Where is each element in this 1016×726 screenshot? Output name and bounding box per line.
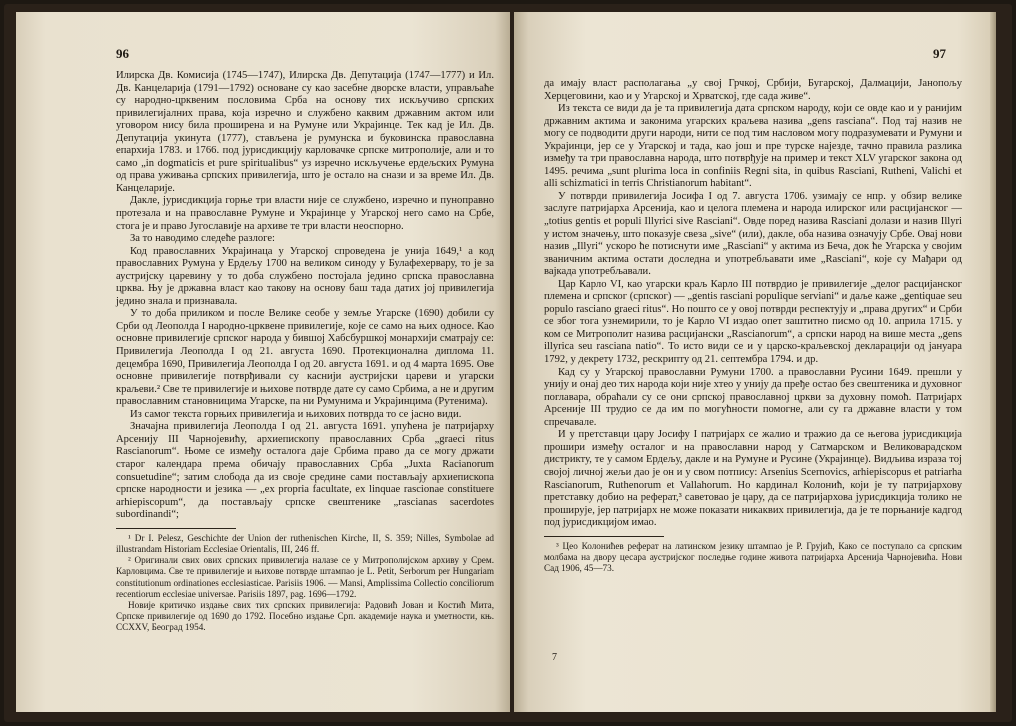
footnotes-right bbox=[544, 541, 962, 575]
paragraph: За то наводимо следеће разлоге: bbox=[130, 233, 276, 245]
paragraph: Значајна привилегија Леополда I од 21. августа 1691. упућена је патријарху Арсенију III Чарнојевићу, архиепископу православних Срба „graeci ritus Rascianorum“. Њоме се између осталога даје Србима право да се могу држати старог календара према обичају православних Срба „Juxta Racianorum consuetudine“; затим слобода да из своје средине сами постављају архиепископа српске народности и језика — „ex propria facultate, ex linquae rascionae constituere arhiepiscopum“, да постављају српске свештенике „rascianas sacerdotes subordinandi“; bbox=[116, 421, 494, 521]
right-page bbox=[514, 12, 996, 712]
paragraph: Код православних Украјинаца у Угарској спроведена је унија 1649,¹ а код православних Румуна у Ердељу 1700 на великом синоду у Булафехервару, то је за аустријску царевину у то доба службено постојала једино српска православна црква. Њу је државна власт као такову на основу баш тада датих јој привилегија једино знала и признавала. bbox=[116, 245, 494, 307]
footnote: ³ Цео Колонићев реферат на латинском језику штампао је Р. Грујић, Како се поступало са српским молбама на двору цесара аустријског последње године живота патријарха Арсенија Чарнојевића. Нови Сад 1906, 45—73. bbox=[544, 540, 962, 574]
footnote-divider bbox=[544, 536, 664, 537]
page-number-left: 96 bbox=[116, 46, 129, 61]
paragraph: Из самог текста горњих привилегија и њихових потврда то се јасно види. bbox=[130, 408, 462, 420]
page-number-right: 97 bbox=[933, 46, 946, 61]
paragraph: У потврди привилегија Јосифа I од 7. августа 1706. узимају се нпр. у обзир велике заслуге патријарха Арсенија, као и целога племена и народа илирског или расцијанског — „totius gentis et populi Illyrici sive Rasciani“. Овде поред назива Rasciani долази и назив Illyri у истом значењу, што показује свеза „sive“ (или), дакле, оба назива означују Србе. Овај нови назив „Illyri“ ускоро ће потиснути име „Rasciani“ у актима из Беча, док ће Угарска у својим званичним актима остати доследна и употребљавати име „Rasciani“, које су Мађари од вајкада употребљавали. bbox=[544, 190, 962, 278]
paragraph: И у претставци цару Јосифу I патријарх се жалио и тражио да се његова јурисдикција прошири између осталог и на православни народ у Сатмарском и Великоварадском дистрикту, те у самом Ердељу, дакле и на Румуне и Русине (Украјинце). Видљива израза тој својој личној жељи дао је он и у свом потпису: Arsenius Sсernovics, arhiepiscopus et patriarha Rascianorum, Ruthenorum et Vallahorum. Но кардинал Колонић, који је ту патријархову претставку добио на реферат,³ саветовао је цару, да се патријархова јурисдикција толико не проширује, јер патријарх не може показати никаквих привилегија, да је те порњаније кадгод под јурисдикцијом имао. bbox=[544, 429, 962, 529]
right-page-body bbox=[544, 78, 962, 574]
paragraph: Цар Карло VI, као угарски краљ Карло III потврдио је привилегије „делог расцијанског племена и српског (српског) — „gentis rasciani populique serviani“ и даље каже „gentiquae seu populo rasciano graeci ritus“. Но пошто се у овој потврди респектују и „права других“ и Срби се због тога узнемирили, то је Карло VI издао опет заштитно писмо од 10. априла 1715. у ком се Митрополит назива расцијански „Rascianorum“, а српски народ на више места „gens illyrica seu rasciana natio“. То исто види се и у царско-краљевској декларацији од јануара 1792, у декрету 1732, рескрипту од 21. септембра 1794. и др. bbox=[544, 278, 962, 366]
paragraph: Из текста се види да је та привилегија дата српском народу, који се овде као и у ранијим државним актима и законима угарских краљева назива „gens rasciana“. Под тај назив не могу се подводити други народи, нити се под тим насловом могу подразумевати и Румуни и Украјинци, јер се у Угарској и тада, као још и пре турске најезде, тачно правила разлика између та три православна народа, што потврђује на пример и текст XLV угарског закона од 1495. речима „sunt plurima loca in confiniis Regni sita, in quibus Rasciani, Rutheni, Valichi et alli schizmatici in terris Christianorum habitant“. bbox=[544, 103, 962, 190]
footnotes-left bbox=[116, 533, 494, 634]
footnote: ² Оригинали свих ових српских привилегија налазе се у Митрополијском архиву у Срем. Карловцима. Све те привилегије и њихове потврде штампао је L. Petit, Serborum per Hungariam constitutionum ordinationes ecclesiasticae. Parisiis 1906. — Mansi, Amplissima Collectio conciliorum recentiorum ecclesiae universae. Parisiis 1897, pag. 1696—1792. bbox=[116, 555, 494, 599]
paragraph: Дакле, јурисдикција горње три власти није се службено, изречно и пуноправно протезала и на православне Румуне и Украјинце у Угарској него само на Србе, стога је и право Југославије на архиве те три власти неоспорно. bbox=[116, 195, 494, 232]
footnote: Новије критичко издање свих тих српских привилегија: Радовић Јован и Костић Мита, Српске привилегије од 1690 до 1792. Посебно издање Срп. академије наука и уметности, књ. CCXXV, Београд 1954. bbox=[116, 599, 494, 633]
footnote-divider bbox=[116, 528, 236, 529]
signature-mark: 7 bbox=[552, 652, 557, 663]
paragraph: Илирска Дв. Комисија (1745—1747), Илирска Дв. Депутација (1747—1777) и Ил. Дв. Канцеларија (1791—1792) основане су као засебне дворске власти, управљаће су народно-црквеним пословима Срба на основу тих искључиво српских привилегијалних права, која изречно и службено каквим државним актом или уговором нису била проширена и на Румуне или Украјинце. Тек кад је Ил. Дв. Депутација укинута (1777), стављена је румунска и буковинска православна епархија 1783. и 1766. под јурисдикцију карловачке српске митрополије, али и то само „in dogmaticis et pure spiritualibus“ уз изречно искључење ердељских Румуна од права уживања српских привилегија, што је остало на снази и за време Ил. Дв. Канцеларије. bbox=[116, 70, 494, 194]
paragraph: Кад су у Угарској православни Румуни 1700. а православни Русини 1649. прешли у унију и онај део тих народа који није хтео у унију да пређе остао без свештеника и духовног поглавара, обраћали су се они српској православној цркви за духовну помоћ. Патријарх Арсеније III трудио се да им по могућности помогне, али су га државне власти у том спречавале. bbox=[544, 366, 962, 428]
left-page-body bbox=[116, 70, 494, 634]
paragraph: да имају власт располагања „у свој Грчкој, Србији, Бугарској, Далмацији, Јанопољу Херцеговини, као и у Угарској и Хрватској, где сада живе“. bbox=[544, 78, 962, 102]
footnote: ¹ Dr I. Pelesz, Geschichte der Union der ruthenischen Kirche, II, S. 359; Nilles, Symbolae ad illustrandam Historiam Ecclesiae Orientalis, III, 246 ff. bbox=[116, 532, 494, 554]
book-spread bbox=[4, 4, 1012, 722]
left-page bbox=[16, 12, 510, 712]
paragraph: У то доба приликом и после Велике сеобе у земље Угарске (1690) добили су Срби од Леополда I народно-црквене привилегије, које се само на њих односе. Као основне привилегије српског народа у бившој Хабсбуршкој монархији сматрају се: Привилегија Леополда I од 21. августа 1690. Протекционална диплома 11. децембра 1690, Привилегија Леополда I од 20. августа 1691. и од 4 марта 1695. Ове основне привилегије потврђивали су каснији аустријски цареви и угарски краљеви.² Све те привилегије и њихове потврде дате су само Србима, а не и другим православним становницима Угарске, па ни Румунима и Украјинцима (Рутенима). bbox=[116, 308, 494, 408]
